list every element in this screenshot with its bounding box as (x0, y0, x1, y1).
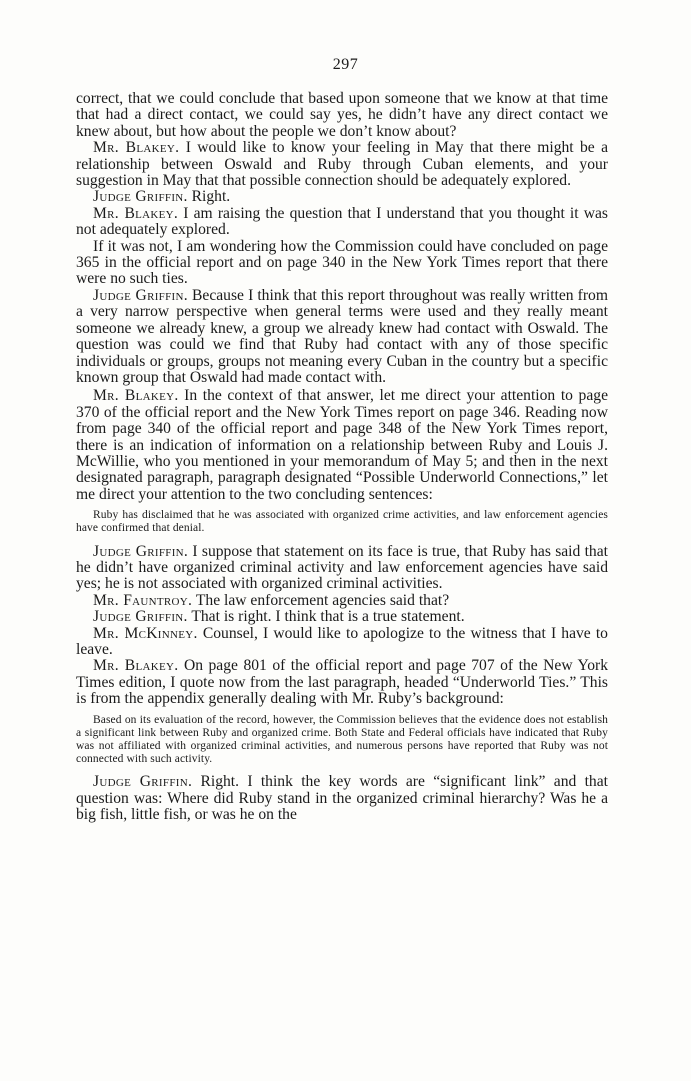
paragraph: Judge Griffin. Because I think that this report throughout was really written from a very narrow perspective when general terms were used and they really meant someone we already knew, a group we already knew had contact with Oswald. The question was could we find that Ruby had contact with any of those specific individuals or groups, groups not meaning every Cuban in the country but a specific known group that Oswald had made contact with. (76, 286, 608, 386)
paragraph: Mr. Blakey. In the context of that answer, let me direct your attention to page 370 of the official report and the New York Times report on page 346. Reading now from page 340 of the official report and page 348 of the New York Times report, there is an indication of information on a relationship between Ruby and Louis J. McWillie, who you mentioned in your memorandum of May 5; and then in the next designated paragraph, paragraph designated “Possible Underworld Connections,” let me direct your attention to the two concluding sentences: (76, 387, 608, 503)
paragraph: Mr. Blakey. I would like to know your feeling in May that there might be a relationship between Oswald and Ruby through Cuban elements, and your suggestion in May that that possible connection should be adequately explored. (76, 139, 608, 190)
paragraph: Judge Griffin. Right. I think the key words are “significant link” and that question was: Where did Ruby stand in the organized criminal hierarchy? Was he a big fish, little fish, or was he on the (76, 773, 608, 824)
speaker-name: Judge Griffin. (93, 286, 188, 304)
paragraph: Judge Griffin. Right. (93, 188, 231, 206)
speaker-name: Judge Griffin. (93, 608, 188, 626)
paragraph: Judge Griffin. That is right. I think that is a true statement. (93, 608, 465, 626)
speaker-name: Mr. Blakey. (93, 139, 180, 157)
paragraph: Mr. McKinney. Counsel, I would like to apologize to the witness that I have to leave. (76, 624, 608, 658)
speaker-name: Mr. McKinney. (93, 624, 198, 642)
paragraph: Judge Griffin. I suppose that statement on its face is true, that Ruby has said that he didn’t have organized criminal activity and law enforcement agencies have said yes; he is not associated with organized criminal activities. (76, 542, 608, 593)
paragraph: Mr. Blakey. On page 801 of the official report and page 707 of the New York Times edition, I quote now from the last paragraph, headed “Underworld Ties.” This is from the appendix generally dealing with Mr. Ruby’s background: (76, 657, 608, 708)
speaker-name: Mr. Blakey. (93, 204, 179, 222)
speaker-name: Judge Griffin. (93, 542, 189, 560)
block-quote: Ruby has disclaimed that he was associated with organized crime activities, and law enforcement agencies have confirmed that denial. (76, 509, 608, 535)
speaker-name: Mr. Blakey. (93, 657, 179, 675)
paragraph: Mr. Fauntroy. The law enforcement agencies said that? (93, 591, 450, 609)
speaker-name: Mr. Fauntroy. (93, 591, 193, 609)
page-number: 297 (332, 56, 359, 73)
speaker-name: Judge Griffin. (93, 188, 188, 206)
block-quote: Based on its evaluation of the record, however, the Commission believes that the evidence does not establish a significant link between Ruby and organized crime. Both State and Federal officials have indicated that Ruby was not affiliated with organized criminal activities, and numerous persons have reported that Ruby was not connected with such activity. (76, 713, 608, 766)
paragraph: Mr. Blakey. I am raising the question that I understand that you thought it was not adequately explored. (76, 204, 608, 239)
speaker-name: Mr. Blakey. (93, 387, 179, 405)
paragraph: correct, that we could conclude that based upon someone that we know at that time that had a direct contact, we could say yes, he didn’t have any direct contact we knew about, but how about the people we don’t know about? (76, 90, 608, 140)
speaker-name: Judge Griffin. (93, 773, 193, 791)
body-text (76, 91, 608, 824)
paragraph: If it was not, I am wondering how the Commission could have concluded on page 365 in the official report and on page 340 in the New York Times report that there were no such ties. (76, 237, 608, 288)
